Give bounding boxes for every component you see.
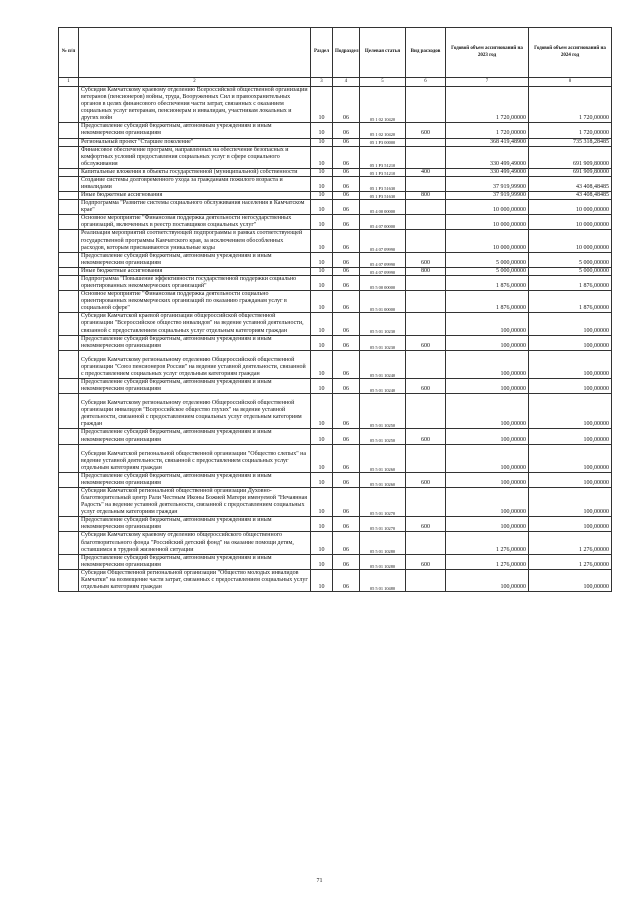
table-row xyxy=(59,313,612,335)
index-cell: 2 xyxy=(79,78,311,87)
section-cell: 10 xyxy=(311,176,333,191)
row-name-cell: Субсидия Камчатской краевой организации общероссийской общественной организации "Всероссийское общество инвалидов" на ведение уставной деятельности, связанной с предоставлением социальных услуг отдельным категориям граждан xyxy=(79,313,311,335)
amount-2023-cell: 368 419,48900 xyxy=(446,138,529,146)
section-cell: 10 xyxy=(311,429,333,444)
row-number-cell xyxy=(59,394,79,429)
table-row xyxy=(59,394,612,429)
table-row xyxy=(59,168,612,176)
section-cell: 10 xyxy=(311,275,333,290)
row-number-cell xyxy=(59,569,79,591)
row-number-cell xyxy=(59,335,79,350)
row-name-cell: Иные бюджетные ассигнования xyxy=(79,267,311,275)
subsection-cell: 06 xyxy=(333,168,360,176)
row-name-cell: Предоставление субсидий бюджетным, автономным учреждениям и иным некоммерческим организациям xyxy=(79,472,311,487)
table-row xyxy=(59,87,612,123)
expense-type-cell: 600 xyxy=(406,517,446,532)
col-header-2023: Годовой объем ассигнований на 2023 год xyxy=(446,28,529,78)
expense-type-cell: 600 xyxy=(406,429,446,444)
target-article-cell: 05 5 01 10260 xyxy=(360,472,406,487)
row-name-cell: Предоставление субсидий бюджетным, автономным учреждениям и иным некоммерческим организациям xyxy=(79,554,311,569)
expense-type-cell xyxy=(406,394,446,429)
index-row xyxy=(59,78,612,87)
amount-2024-cell: 5 000,00000 xyxy=(529,252,612,267)
row-number-cell xyxy=(59,444,79,472)
subsection-cell: 06 xyxy=(333,200,360,215)
table-row xyxy=(59,569,612,591)
amount-2024-cell: 735 318,28485 xyxy=(529,138,612,146)
row-number-cell xyxy=(59,350,79,378)
amount-2024-cell: 1 276,00000 xyxy=(529,554,612,569)
section-cell: 10 xyxy=(311,200,333,215)
subsection-cell: 06 xyxy=(333,350,360,378)
section-cell: 10 xyxy=(311,350,333,378)
subsection-cell: 06 xyxy=(333,123,360,138)
table-row xyxy=(59,267,612,275)
col-header-2024: Годовой объем ассигнований на 2024 год xyxy=(529,28,612,78)
expense-type-cell xyxy=(406,275,446,290)
target-article-cell: 05 5 01 10240 xyxy=(360,350,406,378)
target-article-cell: 05 5 01 10260 xyxy=(360,444,406,472)
expense-type-cell xyxy=(406,313,446,335)
row-name-cell: Субсидия Камчатскому краевому отделению общероссийского общественного благотворительного фонда "Российский детский фонд" на оказание помощи детям, оставшимся в трудной жизненной ситуации xyxy=(79,532,311,554)
expense-type-cell: 800 xyxy=(406,192,446,200)
table-body xyxy=(59,87,612,592)
row-number-cell xyxy=(59,429,79,444)
col-header-name xyxy=(79,28,311,78)
section-cell: 10 xyxy=(311,472,333,487)
row-name-cell: Предоставление субсидий бюджетным, автономным учреждениям и иным некоммерческим организациям xyxy=(79,123,311,138)
target-article-cell: 05 5 01 10280 xyxy=(360,532,406,554)
row-number-cell xyxy=(59,472,79,487)
amount-2023-cell: 1 720,00000 xyxy=(446,87,529,123)
expense-type-cell xyxy=(406,138,446,146)
section-cell: 10 xyxy=(311,517,333,532)
index-cell: 7 xyxy=(446,78,529,87)
amount-2024-cell: 10 000,00000 xyxy=(529,230,612,252)
row-number-cell xyxy=(59,192,79,200)
section-cell: 10 xyxy=(311,532,333,554)
subsection-cell: 06 xyxy=(333,176,360,191)
table-row xyxy=(59,429,612,444)
table-row xyxy=(59,252,612,267)
amount-2023-cell: 37 919,99900 xyxy=(446,176,529,191)
section-cell: 10 xyxy=(311,378,333,393)
target-article-cell: 05 1 P3 51210 xyxy=(360,146,406,168)
amount-2024-cell: 1 276,00000 xyxy=(529,532,612,554)
expense-type-cell xyxy=(406,487,446,516)
col-header-subsection: Подраздел xyxy=(333,28,360,78)
target-article-cell: 05 4 07 00000 xyxy=(360,215,406,230)
table-row xyxy=(59,275,612,290)
section-cell: 10 xyxy=(311,444,333,472)
budget-table xyxy=(58,27,612,592)
table-row xyxy=(59,554,612,569)
row-number-cell xyxy=(59,87,79,123)
amount-2024-cell: 100,00000 xyxy=(529,350,612,378)
amount-2023-cell: 100,00000 xyxy=(446,378,529,393)
subsection-cell: 06 xyxy=(333,192,360,200)
row-number-cell xyxy=(59,123,79,138)
amount-2023-cell: 10 000,00000 xyxy=(446,230,529,252)
row-name-cell: Субсидия Камчатской региональной общественной организации "Общество слепых" на ведение уставной деятельности, связанной с предоставлением социальных услуг отдельным категориям граждан xyxy=(79,444,311,472)
row-name-cell: Предоставление субсидий бюджетным, автономным учреждениям и иным некоммерческим организациям xyxy=(79,335,311,350)
section-cell: 10 xyxy=(311,215,333,230)
table-row xyxy=(59,215,612,230)
amount-2024-cell: 5 000,00000 xyxy=(529,267,612,275)
amount-2023-cell: 10 000,00000 xyxy=(446,215,529,230)
target-article-cell: 05 5 00 00000 xyxy=(360,275,406,290)
row-name-cell: Субсидия Камчатскому региональному отделению Общероссийской общественной организации инвалидов "Всероссийское общество глухих" на ведение уставной деятельности, связанной с предоставлением социальных услуг отдельным категориям граждан xyxy=(79,394,311,429)
section-cell: 10 xyxy=(311,192,333,200)
row-name-cell: Основное мероприятие "Финансовая поддержка деятельности социально ориентированных некоммерческих организаций по оказанию гражданам услуг в социальной сфере" xyxy=(79,291,311,313)
col-header-expense: Вид расходов xyxy=(406,28,446,78)
row-name-cell: Субсидия Общественной региональной организации "Общество молодых инвалидов Камчатки" на возмещение части затрат, связанных с предоставлением социальных услуг отдельным категориям граждан xyxy=(79,569,311,591)
subsection-cell: 06 xyxy=(333,275,360,290)
section-cell: 10 xyxy=(311,146,333,168)
row-name-cell: Подпрограмма "Повышение эффективности государственной поддержки социально ориентированных некоммерческих организаций" xyxy=(79,275,311,290)
row-name-cell: Подпрограмма "Развитие системы социального обслуживания населения в Камчатском крае" xyxy=(79,200,311,215)
amount-2023-cell: 1 876,00000 xyxy=(446,275,529,290)
amount-2023-cell: 100,00000 xyxy=(446,429,529,444)
row-number-cell xyxy=(59,176,79,191)
subsection-cell: 06 xyxy=(333,138,360,146)
row-name-cell: Капитальные вложения в объекты государственной (муниципальной) собственности xyxy=(79,168,311,176)
subsection-cell: 06 xyxy=(333,517,360,532)
amount-2024-cell: 1 876,00000 xyxy=(529,275,612,290)
amount-2023-cell: 330 499,49000 xyxy=(446,146,529,168)
row-number-cell xyxy=(59,168,79,176)
subsection-cell: 06 xyxy=(333,532,360,554)
section-cell: 10 xyxy=(311,87,333,123)
table-row xyxy=(59,230,612,252)
subsection-cell: 06 xyxy=(333,554,360,569)
expense-type-cell xyxy=(406,87,446,123)
amount-2024-cell: 100,00000 xyxy=(529,429,612,444)
row-name-cell: Предоставление субсидий бюджетным, автономным учреждениям и иным некоммерческим организациям xyxy=(79,429,311,444)
row-name-cell: Субсидия Камчатскому региональному отделению Общероссийской общественной организации "Союз пенсионеров России" на ведение уставной деятельности, связанной с предоставлением социальных услуг отдельным категориям граждан xyxy=(79,350,311,378)
index-cell: 6 xyxy=(406,78,446,87)
amount-2023-cell: 100,00000 xyxy=(446,394,529,429)
subsection-cell: 06 xyxy=(333,230,360,252)
col-header-section: Раздел xyxy=(311,28,333,78)
expense-type-cell xyxy=(406,444,446,472)
table-row xyxy=(59,532,612,554)
subsection-cell: 06 xyxy=(333,313,360,335)
row-name-cell: Реализация мероприятий соответствующей подпрограммы в рамках соответствующей государственной программы Камчатского края, за исключением обособленных расходов, которым присваиваются уникальные коды xyxy=(79,230,311,252)
amount-2023-cell: 1 720,00000 xyxy=(446,123,529,138)
amount-2024-cell: 100,00000 xyxy=(529,472,612,487)
row-number-cell xyxy=(59,487,79,516)
table-row xyxy=(59,472,612,487)
row-number-cell xyxy=(59,200,79,215)
index-cell: 4 xyxy=(333,78,360,87)
row-name-cell: Предоставление субсидий бюджетным, автономным учреждениям и иным некоммерческим организациям xyxy=(79,378,311,393)
subsection-cell: 06 xyxy=(333,378,360,393)
table-row xyxy=(59,350,612,378)
table-row xyxy=(59,123,612,138)
row-name-cell: Иные бюджетные ассигнования xyxy=(79,192,311,200)
row-name-cell: Основное мероприятие "Финансовая поддержка деятельности негосударственных организаций, включенных в реестр поставщиков социальных услуг" xyxy=(79,215,311,230)
row-number-cell xyxy=(59,378,79,393)
amount-2024-cell: 10 000,00000 xyxy=(529,215,612,230)
subsection-cell: 06 xyxy=(333,569,360,591)
amount-2024-cell: 10 000,00000 xyxy=(529,200,612,215)
amount-2023-cell: 1 876,00000 xyxy=(446,291,529,313)
target-article-cell: 05 5 01 10230 xyxy=(360,313,406,335)
amount-2023-cell: 100,00000 xyxy=(446,487,529,516)
expense-type-cell: 800 xyxy=(406,267,446,275)
amount-2024-cell: 100,00000 xyxy=(529,335,612,350)
target-article-cell: 05 5 01 10250 xyxy=(360,394,406,429)
section-cell: 10 xyxy=(311,487,333,516)
expense-type-cell: 600 xyxy=(406,554,446,569)
row-number-cell xyxy=(59,275,79,290)
table-row xyxy=(59,378,612,393)
target-article-cell: 05 1 P3 51630 xyxy=(360,176,406,191)
row-name-cell: Предоставление субсидий бюджетным, автономным учреждениям и иным некоммерческим организациям xyxy=(79,252,311,267)
expense-type-cell xyxy=(406,176,446,191)
expense-type-cell xyxy=(406,200,446,215)
index-cell: 8 xyxy=(529,78,612,87)
col-header-target: Целевая статья xyxy=(360,28,406,78)
table-row xyxy=(59,335,612,350)
row-number-cell xyxy=(59,291,79,313)
row-name-cell: Субсидия Камчатской региональной общественной организации Духовно-благотворительный центр Рали Честным Иконы Божией Матери именуемой "Нечаянная Радость" на ведение уставной деятельности, связанной с предоставлением социальных услуг отдельным категориям граждан xyxy=(79,487,311,516)
subsection-cell: 06 xyxy=(333,87,360,123)
amount-2023-cell: 1 276,00000 xyxy=(446,532,529,554)
amount-2023-cell: 100,00000 xyxy=(446,350,529,378)
subsection-cell: 06 xyxy=(333,429,360,444)
expense-type-cell xyxy=(406,569,446,591)
row-number-cell xyxy=(59,230,79,252)
subsection-cell: 06 xyxy=(333,146,360,168)
target-article-cell: 05 5 01 00000 xyxy=(360,291,406,313)
target-article-cell: 05 1 P3 00000 xyxy=(360,138,406,146)
amount-2024-cell: 100,00000 xyxy=(529,487,612,516)
target-article-cell: 05 5 01 10280 xyxy=(360,554,406,569)
section-cell: 10 xyxy=(311,230,333,252)
section-cell: 10 xyxy=(311,554,333,569)
table-row xyxy=(59,200,612,215)
row-name-cell: Субсидия Камчатскому краевому отделению Всероссийской общественной организации ветеранов (пенсионеров) войны, труда, Вооруженных Сил и правоохранительных органов в целях финансового обеспечения части затрат, связанных с оказанием социальных услуг ветеранам, пенсионерам и инвалидам, участникам локальных и других войн xyxy=(79,87,311,123)
section-cell: 10 xyxy=(311,569,333,591)
amount-2023-cell: 100,00000 xyxy=(446,335,529,350)
expense-type-cell: 600 xyxy=(406,378,446,393)
amount-2023-cell: 100,00000 xyxy=(446,569,529,591)
amount-2023-cell: 100,00000 xyxy=(446,472,529,487)
row-name-cell: Предоставление субсидий бюджетным, автономным учреждениям и иным некоммерческим организациям xyxy=(79,517,311,532)
index-cell: 5 xyxy=(360,78,406,87)
amount-2023-cell: 10 000,00000 xyxy=(446,200,529,215)
section-cell: 10 xyxy=(311,123,333,138)
target-article-cell: 05 4 07 09990 xyxy=(360,252,406,267)
amount-2024-cell: 691 909,80000 xyxy=(529,146,612,168)
amount-2024-cell: 100,00000 xyxy=(529,378,612,393)
amount-2024-cell: 100,00000 xyxy=(529,517,612,532)
subsection-cell: 06 xyxy=(333,335,360,350)
amount-2024-cell: 43 408,48485 xyxy=(529,192,612,200)
row-number-cell xyxy=(59,267,79,275)
section-cell: 10 xyxy=(311,252,333,267)
table-row xyxy=(59,444,612,472)
amount-2023-cell: 37 919,99900 xyxy=(446,192,529,200)
section-cell: 10 xyxy=(311,291,333,313)
section-cell: 10 xyxy=(311,267,333,275)
section-cell: 10 xyxy=(311,394,333,429)
row-number-cell xyxy=(59,532,79,554)
amount-2024-cell: 1 720,00000 xyxy=(529,87,612,123)
section-cell: 10 xyxy=(311,138,333,146)
row-number-cell xyxy=(59,146,79,168)
header-row xyxy=(59,28,612,78)
expense-type-cell xyxy=(406,146,446,168)
target-article-cell: 05 5 01 10270 xyxy=(360,517,406,532)
target-article-cell: 05 5 01 10250 xyxy=(360,429,406,444)
target-article-cell: 05 5 01 10240 xyxy=(360,378,406,393)
section-cell: 10 xyxy=(311,335,333,350)
amount-2024-cell: 100,00000 xyxy=(529,394,612,429)
subsection-cell: 06 xyxy=(333,267,360,275)
section-cell: 10 xyxy=(311,168,333,176)
row-number-cell xyxy=(59,215,79,230)
subsection-cell: 06 xyxy=(333,291,360,313)
amount-2024-cell: 100,00000 xyxy=(529,313,612,335)
amount-2023-cell: 100,00000 xyxy=(446,313,529,335)
expense-type-cell: 600 xyxy=(406,252,446,267)
table-row xyxy=(59,192,612,200)
amount-2024-cell: 691 909,80000 xyxy=(529,168,612,176)
target-article-cell: 05 5 01 10270 xyxy=(360,487,406,516)
expense-type-cell: 400 xyxy=(406,168,446,176)
page-number: 71 xyxy=(316,878,323,884)
row-number-cell xyxy=(59,138,79,146)
expense-type-cell: 600 xyxy=(406,123,446,138)
table-row xyxy=(59,146,612,168)
expense-type-cell xyxy=(406,532,446,554)
row-number-cell xyxy=(59,252,79,267)
index-cell: 1 xyxy=(59,78,79,87)
amount-2023-cell: 5 000,00000 xyxy=(446,252,529,267)
target-article-cell: 05 5 01 10230 xyxy=(360,335,406,350)
row-name-cell: Региональный проект "Старшее поколение" xyxy=(79,138,311,146)
amount-2023-cell: 5 000,00000 xyxy=(446,267,529,275)
amount-2023-cell: 100,00000 xyxy=(446,517,529,532)
amount-2023-cell: 100,00000 xyxy=(446,444,529,472)
subsection-cell: 06 xyxy=(333,487,360,516)
target-article-cell: 05 4 07 09990 xyxy=(360,267,406,275)
subsection-cell: 06 xyxy=(333,444,360,472)
expense-type-cell xyxy=(406,215,446,230)
target-article-cell: 05 1 02 10420 xyxy=(360,123,406,138)
subsection-cell: 06 xyxy=(333,215,360,230)
target-article-cell: 05 5 01 10480 xyxy=(360,569,406,591)
target-article-cell: 05 1 P3 51210 xyxy=(360,168,406,176)
index-cell: 3 xyxy=(311,78,333,87)
subsection-cell: 06 xyxy=(333,252,360,267)
table-row xyxy=(59,291,612,313)
amount-2024-cell: 43 408,48485 xyxy=(529,176,612,191)
col-header-no: № п/п xyxy=(59,28,79,78)
table-row xyxy=(59,517,612,532)
subsection-cell: 06 xyxy=(333,394,360,429)
expense-type-cell: 600 xyxy=(406,335,446,350)
row-name-cell: Финансовое обеспечение программ, направленных на обеспечение безопасных и комфортных условий предоставления социальных услуг в сфере социального обслуживания xyxy=(79,146,311,168)
row-number-cell xyxy=(59,554,79,569)
table-row xyxy=(59,176,612,191)
target-article-cell: 05 4 00 00000 xyxy=(360,200,406,215)
amount-2023-cell: 330 499,49000 xyxy=(446,168,529,176)
target-article-cell: 05 4 07 09990 xyxy=(360,230,406,252)
budget-table-sheet xyxy=(58,27,611,592)
section-cell: 10 xyxy=(311,313,333,335)
row-number-cell xyxy=(59,313,79,335)
amount-2024-cell: 1 876,00000 xyxy=(529,291,612,313)
amount-2024-cell: 1 720,00000 xyxy=(529,123,612,138)
table-row xyxy=(59,487,612,516)
expense-type-cell xyxy=(406,291,446,313)
target-article-cell: 05 1 02 10420 xyxy=(360,87,406,123)
row-name-cell: Создание системы долговременного ухода за гражданами пожилого возраста и инвалидами xyxy=(79,176,311,191)
expense-type-cell: 600 xyxy=(406,472,446,487)
amount-2024-cell: 100,00000 xyxy=(529,569,612,591)
amount-2024-cell: 100,00000 xyxy=(529,444,612,472)
row-number-cell xyxy=(59,517,79,532)
expense-type-cell xyxy=(406,350,446,378)
expense-type-cell xyxy=(406,230,446,252)
subsection-cell: 06 xyxy=(333,472,360,487)
amount-2023-cell: 1 276,00000 xyxy=(446,554,529,569)
table-row xyxy=(59,138,612,146)
target-article-cell: 05 1 P3 51630 xyxy=(360,192,406,200)
